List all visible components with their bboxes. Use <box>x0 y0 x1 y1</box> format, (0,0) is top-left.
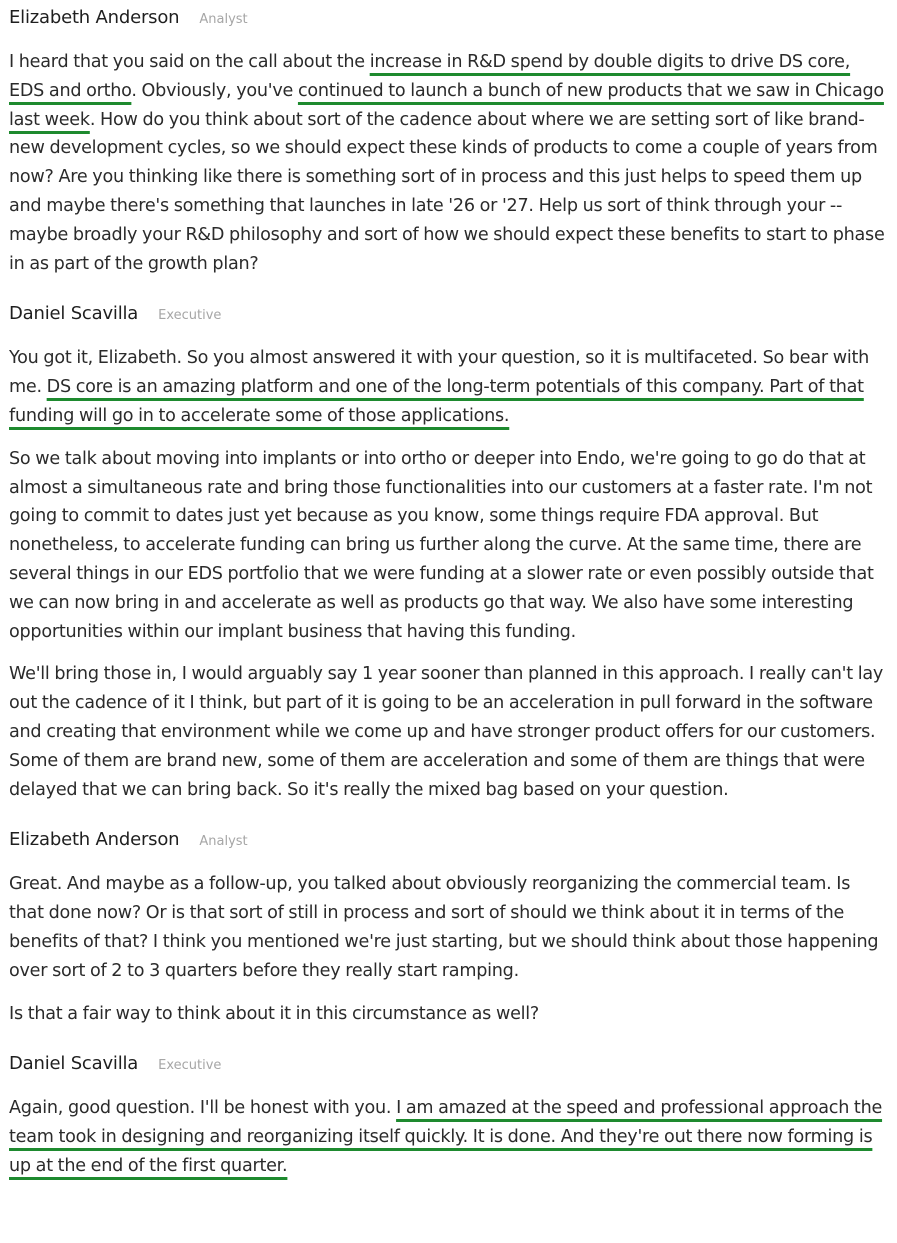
speaker-role: Executive <box>158 308 222 324</box>
text-segment: Again, good question. I'll be honest with you. <box>9 1098 397 1119</box>
speaker-name: Daniel Scavilla <box>9 303 139 325</box>
speaker-name: Elizabeth Anderson <box>9 829 180 851</box>
speaker-name: Daniel Scavilla <box>9 1053 139 1075</box>
paragraph <box>9 48 888 278</box>
paragraph <box>9 870 888 985</box>
highlighted-text: I am amazed at the speed and professional approach the team took in designing and reorganizing itself quickly. It is done. And they're out there now forming is up at the end of the first quarter. <box>9 1098 883 1176</box>
speaker-role: Analyst <box>199 12 248 27</box>
paragraph <box>9 1094 888 1180</box>
text-segment: . Obviously, you've <box>131 80 298 101</box>
speaker-role: Executive <box>158 1058 222 1074</box>
text-segment: Is that a fair way to think about it in this circumstance as well? <box>9 1003 540 1024</box>
speaker-name: Elizabeth Anderson <box>9 7 180 28</box>
text-segment: You got it, Elizabeth. So you almost answered it with your question, so it is multifaceted. So bear with me. <box>9 348 870 398</box>
turn-4 <box>9 1028 888 1180</box>
highlighted-text: DS core is an amazing platform and one of the long-term potentials of this company. Part of that funding will go in to accelerate some of those applications. <box>9 377 864 426</box>
turn-3 <box>9 804 888 1028</box>
speaker-header <box>9 7 888 33</box>
speaker-header <box>9 829 888 855</box>
paragraph <box>9 344 888 430</box>
speaker-role: Analyst <box>199 834 248 850</box>
highlighted-text: increase in R&D spend by double digits to drive DS core, EDS and ortho <box>9 52 851 101</box>
highlighted-text: continued to launch a bunch of new products that we saw in Chicago last week <box>9 80 884 130</box>
speaker-header <box>9 303 888 329</box>
paragraph <box>9 1000 888 1029</box>
text-segment: . How do you think about sort of the cadence about where we are setting sort of like brand-new development cycles, so we should expect these kinds of products to come a couple of years from now? Are you thinking like there is something sort of in process and this just helps to speed them up and maybe there's something that launches in late '26 or '27. Help us sort of think through your -- maybe broadly your R&D philosophy and sort of how we should expect these benefits to start to phase in as part of the growth plan? <box>9 109 885 274</box>
text-segment: We'll bring those in, I would arguably say 1 year sooner than planned in this approach. I really can't lay out the cadence of it I think, but part of it is going to be an acceleration in pull forward in the software and creating that environment while we come up and have stronger product offers for our customers. Some of them are brand new, some of them are acceleration and some of them are things that were delayed that we can bring back. So it's really the mixed bag based on your question. <box>9 664 884 800</box>
text-segment: I heard that you said on the call about the <box>9 52 370 72</box>
paragraph <box>9 445 888 647</box>
speaker-header <box>9 1053 888 1079</box>
text-segment: So we talk about moving into implants or into ortho or deeper into Endo, we're going to go do that at almost a simultaneous rate and bring those functionalities into our customers at a faster rate. I'm not going to commit to dates just yet because as you know, some things require FDA approval. But nonetheless, to accelerate funding can bring us further along the curve. At the same time, there are several things in our EDS portfolio that we were funding at a slower rate or even possibly outside that we can now bring in and accelerate as well as products go that way. We also have some interesting opportunities within our implant business that having this funding. <box>9 448 874 642</box>
turn-2 <box>9 278 888 804</box>
paragraph <box>9 660 888 804</box>
turn-1 <box>9 0 888 278</box>
text-segment: Great. And maybe as a follow-up, you talked about obviously reorganizing the commercial team. Is that done now? Or is that sort of still in process and sort of should we think about it in terms of the benefits of that? I think you mentioned we're just starting, but we should think about those happening over sort of 2 to 3 quarters before they really start ramping. <box>9 874 879 981</box>
